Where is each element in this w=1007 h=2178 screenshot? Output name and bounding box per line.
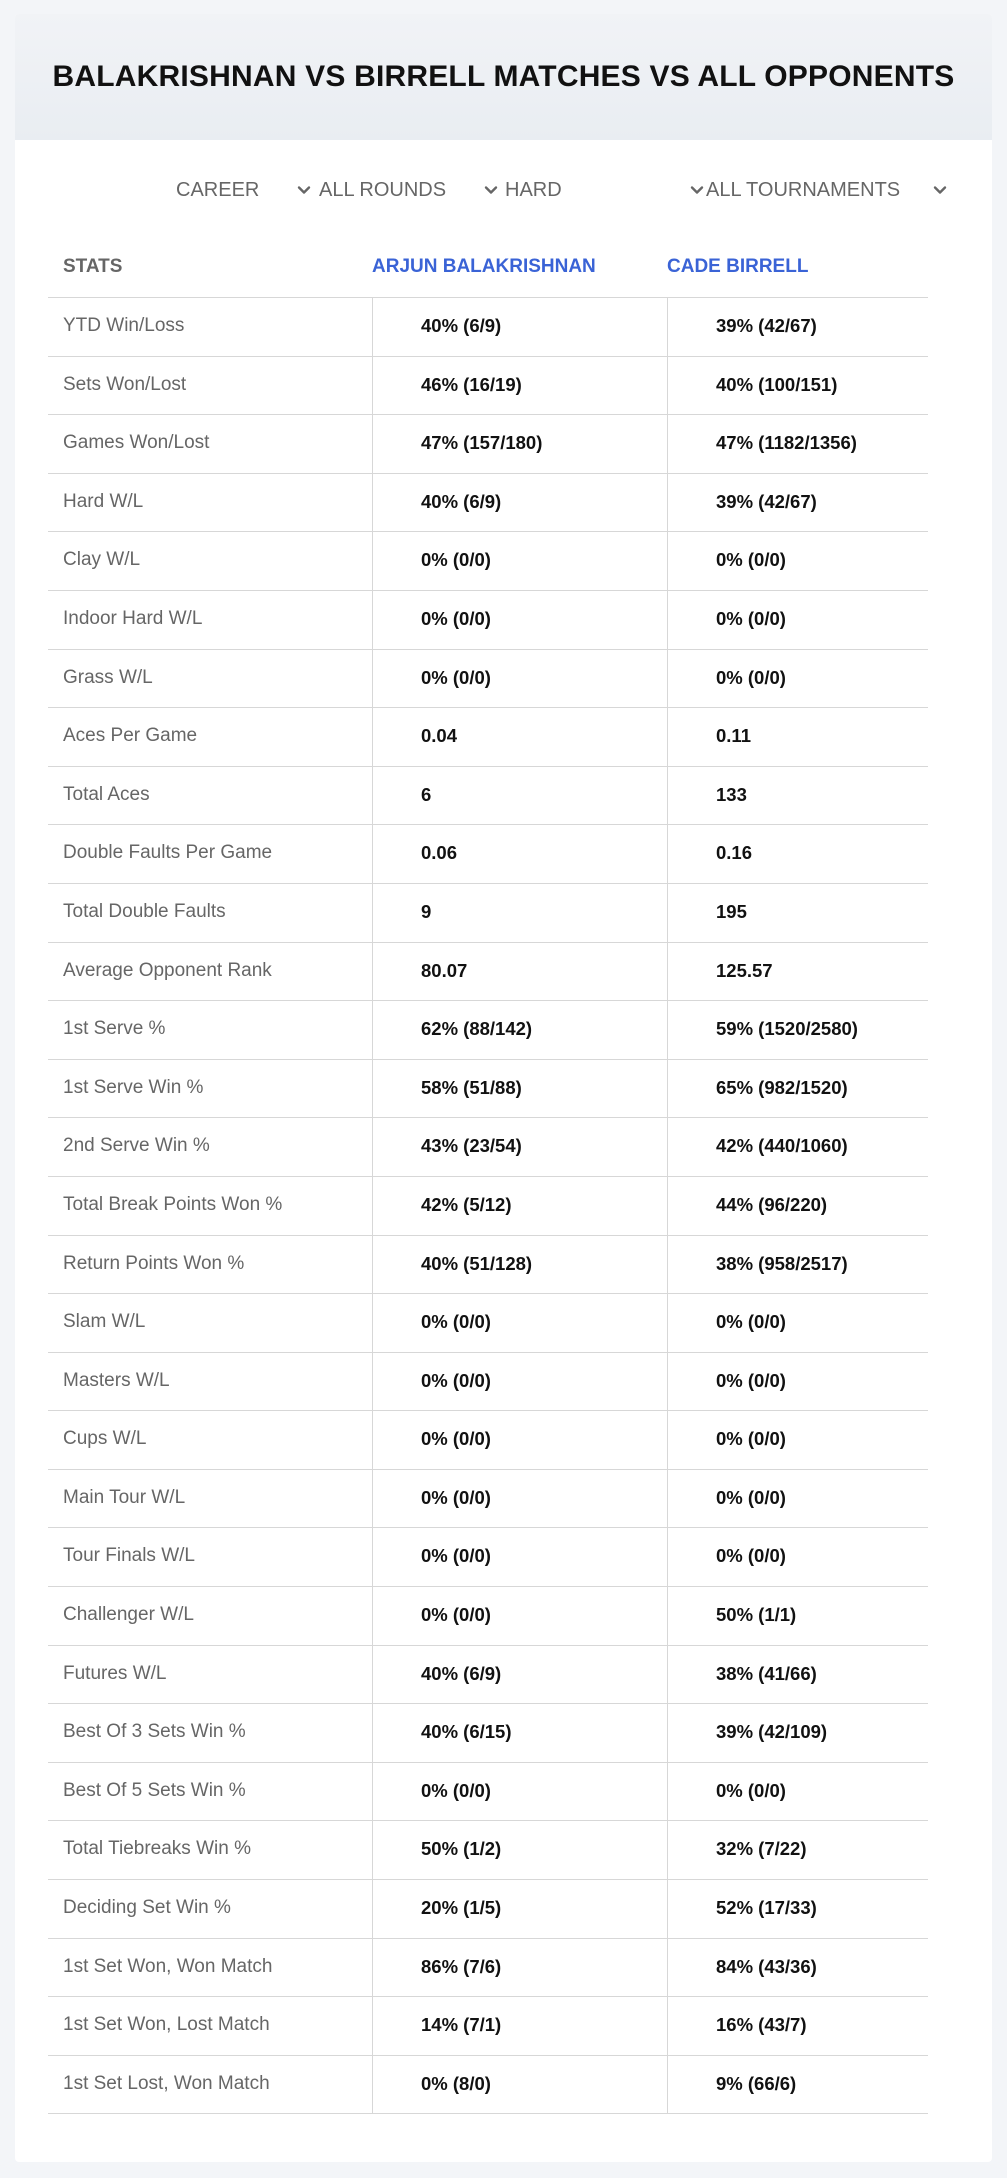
player1-value: 47% (157/180) <box>421 432 543 454</box>
table-row <box>48 767 928 826</box>
player1-value: 86% (7/6) <box>421 1955 502 1977</box>
player1-value: 50% (1/2) <box>421 1838 502 1860</box>
player2-value: 133 <box>716 783 747 805</box>
chevron-down-icon <box>483 182 499 198</box>
player1-value: 58% (51/88) <box>421 1076 522 1098</box>
player2-value: 0% (0/0) <box>716 1545 786 1567</box>
stat-label: YTD Win/Loss <box>63 315 185 336</box>
stat-label: 1st Set Lost, Won Match <box>63 2072 270 2094</box>
stat-label: Total Break Points Won % <box>63 1193 283 1215</box>
player2-value: 38% (958/2517) <box>716 1252 848 1274</box>
player1-value: 0% (0/0) <box>421 1428 491 1450</box>
player1-value: 0% (0/0) <box>421 1486 491 1508</box>
stat-label: Average Opponent Rank <box>63 959 272 981</box>
stat-label: 1st Serve Win % <box>63 1076 204 1098</box>
player2-value: 39% (42/67) <box>716 315 817 336</box>
player2-value: 32% (7/22) <box>716 1838 807 1860</box>
table-row <box>48 884 928 943</box>
player2-value: 84% (43/36) <box>716 1955 817 1977</box>
stat-label: Clay W/L <box>63 549 141 571</box>
player2-value: 0% (0/0) <box>716 549 786 571</box>
player1-value: 9 <box>421 900 432 922</box>
stat-label: Challenger W/L <box>63 1604 194 1626</box>
player1-value: 0% (0/0) <box>421 1311 491 1333</box>
stat-label: Aces Per Game <box>63 725 198 747</box>
table-row <box>48 1880 928 1939</box>
player1-value: 80.07 <box>421 959 468 981</box>
player2-value: 0% (0/0) <box>716 1486 786 1508</box>
table-row <box>48 943 928 1002</box>
surface-select-value: HARD <box>505 178 562 201</box>
rounds-select-value: ALL ROUNDS <box>319 178 447 201</box>
table-row <box>48 1997 928 2056</box>
table-row <box>48 2056 928 2115</box>
player1-value: 40% (6/9) <box>421 315 502 336</box>
stat-label: Total Tiebreaks Win % <box>63 1838 251 1860</box>
player1-value: 62% (88/142) <box>421 1018 533 1040</box>
table-row <box>48 825 928 884</box>
stat-label: 1st Set Won, Won Match <box>63 1955 273 1977</box>
page-header <box>15 14 992 140</box>
player1-value: 0% (0/0) <box>421 1545 491 1567</box>
table-row <box>48 1704 928 1763</box>
table-row <box>48 1763 928 1822</box>
player1-value: 0% (0/0) <box>421 666 491 688</box>
player2-value: 39% (42/67) <box>716 490 817 512</box>
tournaments-select[interactable] <box>706 176 948 204</box>
table-row <box>48 474 928 533</box>
player1-value: 14% (7/1) <box>421 2014 502 2036</box>
stat-label: Best Of 3 Sets Win % <box>63 1721 246 1743</box>
stat-label: Return Points Won % <box>63 1252 245 1274</box>
table-row <box>48 1470 928 1529</box>
stat-label: Hard W/L <box>63 490 144 512</box>
stat-label: Total Double Faults <box>63 900 226 922</box>
player2-value: 16% (43/7) <box>716 2014 807 2036</box>
player2-value: 0% (0/0) <box>716 1428 786 1450</box>
period-select-value: CAREER <box>176 178 260 201</box>
filter-bar <box>15 140 992 240</box>
player1-value: 46% (16/19) <box>421 373 522 395</box>
player1-value: 40% (6/9) <box>421 490 502 512</box>
player2-value: 125.57 <box>716 959 773 981</box>
stat-label: Double Faults Per Game <box>63 842 273 864</box>
player2-value: 195 <box>716 900 747 922</box>
stat-label: Main Tour W/L <box>63 1486 186 1508</box>
player2-value: 40% (100/151) <box>716 373 838 395</box>
chevron-down-icon <box>296 182 312 198</box>
player1-value: 42% (5/12) <box>421 1193 512 1215</box>
player2-value: 47% (1182/1356) <box>716 432 857 454</box>
player2-value: 0.16 <box>716 842 753 864</box>
stat-label: Sets Won/Lost <box>63 373 187 395</box>
table-row <box>48 1411 928 1470</box>
player1-value: 6 <box>421 783 432 805</box>
player2-column-header[interactable]: CADE BIRRELL <box>667 256 809 277</box>
stat-label: Cups W/L <box>63 1428 147 1450</box>
table-row <box>48 708 928 767</box>
player2-value: 44% (96/220) <box>716 1193 828 1215</box>
player1-value: 0% (0/0) <box>421 1779 491 1801</box>
player2-value: 39% (42/109) <box>716 1721 828 1743</box>
surface-select[interactable] <box>505 176 705 204</box>
player1-value: 0% (0/0) <box>421 607 491 629</box>
player1-value: 0% (0/0) <box>421 1369 491 1391</box>
table-row <box>48 1646 928 1705</box>
stats-column-header: STATS <box>63 256 123 277</box>
table-row <box>48 1587 928 1646</box>
table-row <box>48 1236 928 1295</box>
player2-value: 65% (982/1520) <box>716 1076 848 1098</box>
player1-value: 0% (0/0) <box>421 549 491 571</box>
table-row <box>48 1353 928 1412</box>
player2-value: 9% (66/6) <box>716 2072 797 2094</box>
player2-value: 0% (0/0) <box>716 1369 786 1391</box>
stat-label: Masters W/L <box>63 1369 170 1391</box>
table-row <box>48 1528 928 1587</box>
table-row <box>48 1060 928 1119</box>
player2-value: 38% (41/66) <box>716 1662 817 1684</box>
table-row <box>48 532 928 591</box>
table-row <box>48 591 928 650</box>
table-row <box>48 415 928 474</box>
table-row <box>48 1821 928 1880</box>
table-row <box>48 1177 928 1236</box>
stat-label: 2nd Serve Win % <box>63 1135 210 1157</box>
player2-value: 50% (1/1) <box>716 1604 797 1626</box>
table-row <box>48 357 928 416</box>
stat-label: 1st Set Won, Lost Match <box>63 2014 270 2036</box>
stat-label: Deciding Set Win % <box>63 1897 231 1919</box>
table-row <box>48 1001 928 1060</box>
player2-value: 52% (17/33) <box>716 1897 817 1919</box>
player2-value: 0.11 <box>716 725 751 747</box>
stat-label: Grass W/L <box>63 666 153 688</box>
player1-value: 43% (23/54) <box>421 1135 522 1157</box>
stat-label: Tour Finals W/L <box>63 1545 195 1567</box>
table-header <box>48 226 928 298</box>
player2-value: 59% (1520/2580) <box>716 1018 858 1040</box>
page-title: BALAKRISHNAN VS BIRRELL MATCHES VS ALL OPPONENTS <box>52 60 955 93</box>
player1-value: 40% (6/9) <box>421 1662 502 1684</box>
stat-label: Slam W/L <box>63 1311 146 1333</box>
stats-table <box>48 226 928 2114</box>
player1-column-header[interactable]: ARJUN BALAKRISHNAN <box>372 256 596 277</box>
player1-value: 40% (6/15) <box>421 1721 512 1743</box>
table-row <box>48 1939 928 1998</box>
stat-label: Indoor Hard W/L <box>63 607 203 629</box>
stat-label: Total Aces <box>63 783 150 805</box>
player2-value: 42% (440/1060) <box>716 1135 848 1157</box>
table-body <box>48 298 928 2114</box>
table-row <box>48 298 928 357</box>
player1-value: 0.06 <box>421 842 458 864</box>
column-divider <box>667 298 668 2114</box>
player1-value: 0% (8/0) <box>421 2072 491 2094</box>
player2-value: 0% (0/0) <box>716 1311 786 1333</box>
player1-value: 20% (1/5) <box>421 1897 502 1919</box>
player2-value: 0% (0/0) <box>716 607 786 629</box>
player1-value: 40% (51/128) <box>421 1252 533 1274</box>
column-divider <box>372 298 373 2114</box>
player2-value: 0% (0/0) <box>716 1779 786 1801</box>
stat-label: 1st Serve % <box>63 1018 166 1040</box>
period-select[interactable] <box>176 176 312 204</box>
table-row <box>48 650 928 709</box>
stat-label: Games Won/Lost <box>63 432 210 454</box>
stat-label: Best Of 5 Sets Win % <box>63 1779 246 1801</box>
rounds-select[interactable] <box>319 176 499 204</box>
player2-value: 0% (0/0) <box>716 666 786 688</box>
chevron-down-icon <box>932 182 948 198</box>
chevron-down-icon <box>689 182 705 198</box>
table-row <box>48 1118 928 1177</box>
table-row <box>48 1294 928 1353</box>
stat-label: Futures W/L <box>63 1662 167 1684</box>
tournaments-select-value: ALL TOURNAMENTS <box>706 178 901 201</box>
player1-value: 0% (0/0) <box>421 1604 491 1626</box>
player1-value: 0.04 <box>421 725 458 747</box>
